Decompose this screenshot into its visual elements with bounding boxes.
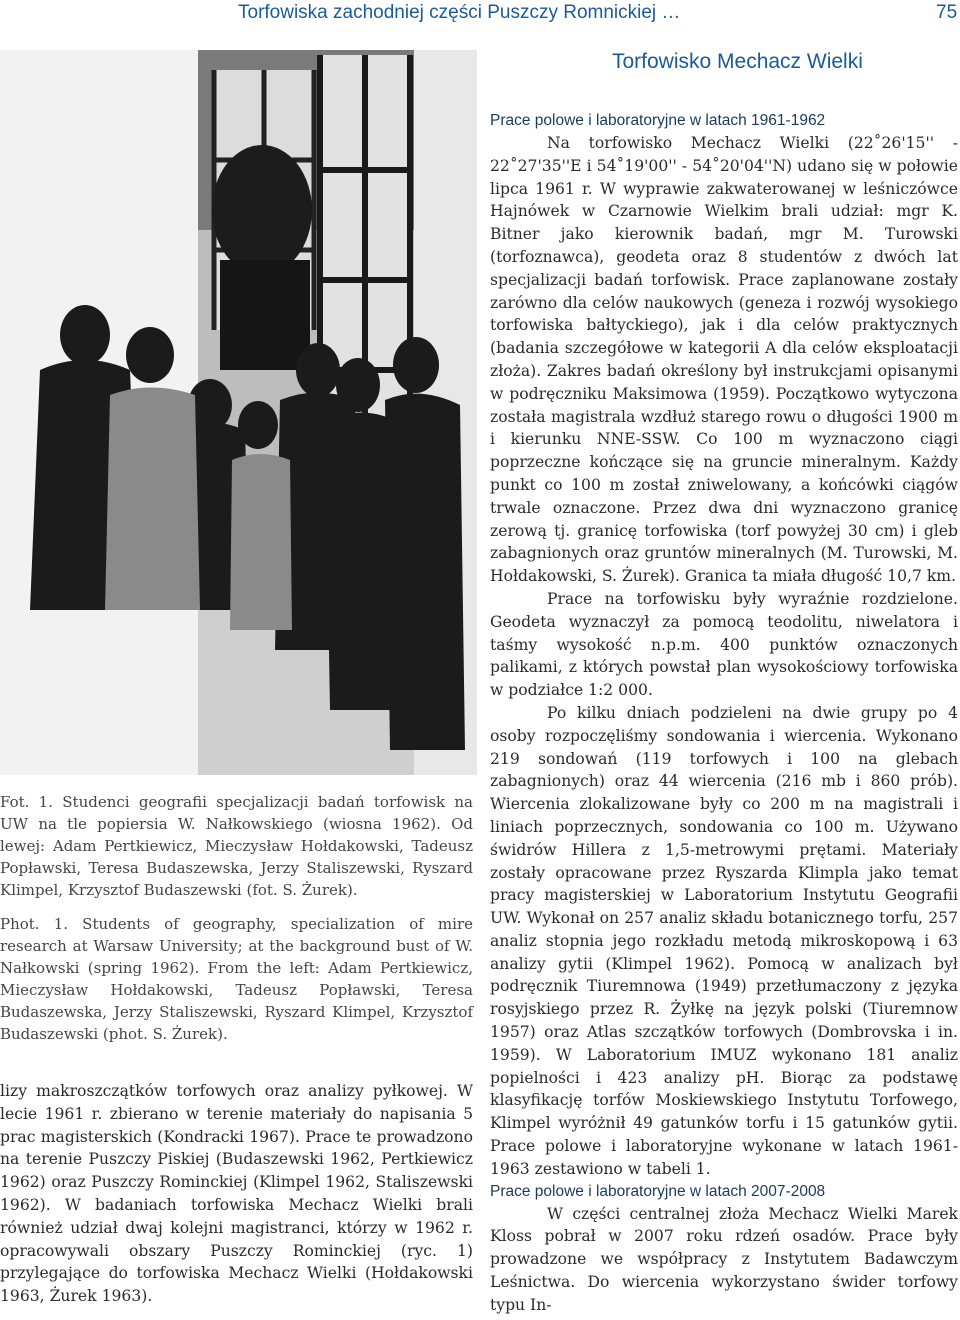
paragraph-2: Prace na torfowisku były wyraźnie rozdzielone. Geodeta wyznaczył za pomocą teodolitu, niwelatora i taśmy wysokość n.p.m. 400 punktów oznaczonych palikami, z których powstał plan wysokościowy torfowiska w podziałce 1:2 000. bbox=[490, 589, 958, 700]
page-number: 75 bbox=[936, 2, 958, 23]
subheading-1961-1962: Prace polowe i laboratoryjne w latach 1961-1962 bbox=[490, 112, 826, 129]
group-photo bbox=[0, 50, 477, 775]
right-column-text bbox=[490, 110, 958, 1317]
left-column-text bbox=[0, 1080, 473, 1308]
caption-polish: Fot. 1. Studenci geografii specjalizacji badań torfowisk na UW na tle popiersia W. Nałkowskiego (wiosna 1962). Od lewej: Adam Pertkiewicz, Mieczysław Hołdakowski, Tadeusz Popławski, Teresa Budaszewska, Jerzy Staliszewski, Ryszard Klimpel, Krzysztof Budaszewski (fot. S. Żurek). bbox=[0, 793, 473, 899]
section-title: Torfowisko Mechacz Wielki bbox=[612, 50, 863, 73]
caption-english: Phot. 1. Students of geography, specialization of mire research at Warsaw University; at the background bust of W. Nałkowski (spring 1962). From the left: Adam Pertkiewicz, Mieczysław Hołdakowski, Tadeusz Popławski, Teresa Budaszewska, Jerzy Staliszewski, Ryszard Klimpel, Krzysztof Budaszewski (phot. S. Żurek). bbox=[0, 915, 473, 1043]
paragraph-1: Na torfowisko Mechacz Wielki (22˚26'15'' - 22˚27'35''E i 54˚19'00'' - 54˚20'04''N) udano się w połowie lipca 1961 r. W wyprawie zakwaterowanej w leśniczówce Hajnówek w Czarnowie Wielkim brali udział: mgr K. Bitner jako kierownik badań, mgr M. Turowski (torfoznawca), geodeta oraz 8 studentów z dwóch lat specjalizacji badań torfowisk. Prace zaplanowane zostały zarówno dla celów naukowych (geneza i rozwój wysokiego torfowiska bałtyckiego), jak i dla celów praktycznych (badania szczegółowe w kategorii A dla celów eksploatacji złoża). Zakres badań określony był instrukcjami opisanymi w podręczniku Maksimowa (1959). Początkowo wytyczona została magistrala wzdłuż starego rowu o długości 1900 m i kierunku NNE-SSW. Co 100 m wyznaczono ciągi poprzeczne kończące się na gruncie mineralnym. Każdy punkt co 100 m został zniwelowany, a końcówki ciągów trwale oznaczone. Przez dwa dni wyznaczono granicę zerową tj. granicę torfowiska (torf powyżej 30 cm) i gleb zabagnionych oraz gruntów mineralnych (M. Turowski, M. Hołdakowski, S. Żurek). Granica ta miała długość 10,7 km. bbox=[490, 134, 958, 586]
photo-caption bbox=[0, 791, 473, 1057]
running-header-title: Torfowiska zachodniej części Puszczy Romnickiej … bbox=[238, 2, 681, 23]
left-paragraph: lizy makroszczątków torfowych oraz analizy pyłkowej. W lecie 1961 r. zbierano w terenie materiały do napisania 5 prac magisterskich (Kondracki 1967). Prace te prowadzono na terenie Puszczy Piskiej (Budaszewski 1962, Pertkiewicz 1962) oraz Puszczy Rominckiej (Klimpel 1962, Staliszewski 1962). W badaniach torfowiska Mechacz Wielki brali również udział dwaj kolejni magistranci, którzy w 1962 r. opracowywali obszary Puszczy Rominckiej (ryc. 1) przylegające do torfowiska Mechacz Wielki (Hołdakowski 1963, Żurek 1963). bbox=[0, 1082, 473, 1306]
paragraph-4: W części centralnej złoża Mechacz Wielki Marek Kloss pobrał w 2007 roku rdzeń osadów. Prace były prowadzone we współpracy z Instytutem Badawczym Leśnictwa. Do wiercenia wykorzystano świder torfowy typu In- bbox=[490, 1204, 958, 1314]
paragraph-3: Po kilku dniach podzieleni na dwie grupy po 4 osoby rozpoczęliśmy sondowania i wiercenia. Wykonano 219 sondowań (119 torfowych i 100 na glebach zabagnionych) oraz 44 wiercenia (216 mb i 860 prób). Wiercenia zlokalizowane były co 200 m na magistrali i liniach poprzecznych, sondowania co 100 m. Używano świdrów Hillera z 1,5-metrowymi prętami. Materiały zostały opracowane przez Ryszarda Klimpla jako temat pracy magisterskiej w Laboratorium Instytutu Geografii UW. Wykonał on 257 analiz składu botanicznego torfu, 257 analiz stopnia jego rozkładu metodą mikroskopową i 63 analizy gytii (Klimpel 1962). Pomocą w analizach był podręcznik Tiuremnowa (1949) przetłumaczony z języka rosyjskiego przez R. Żyłkę na język polski (Tiuremnow 1957) oraz Atlas szczątków torfowych (Dombrovska i in. 1959). W Laboratorium IMUZ wykonano 181 analiz popielności i 423 analizy pH. Biorąc za podstawę klasyfikację torfów Moskiewskiego Instytutu Torfowego, Klimpel wyróżnił 49 gatunków torfu i 15 gatunków gytii. Prace polowe i laboratoryjne wykonane w latach 1961-1963 zestawiono w tabeli 1. bbox=[490, 703, 958, 1178]
subheading-2007-2008: Prace polowe i laboratoryjne w latach 2007-2008 bbox=[490, 1182, 826, 1200]
